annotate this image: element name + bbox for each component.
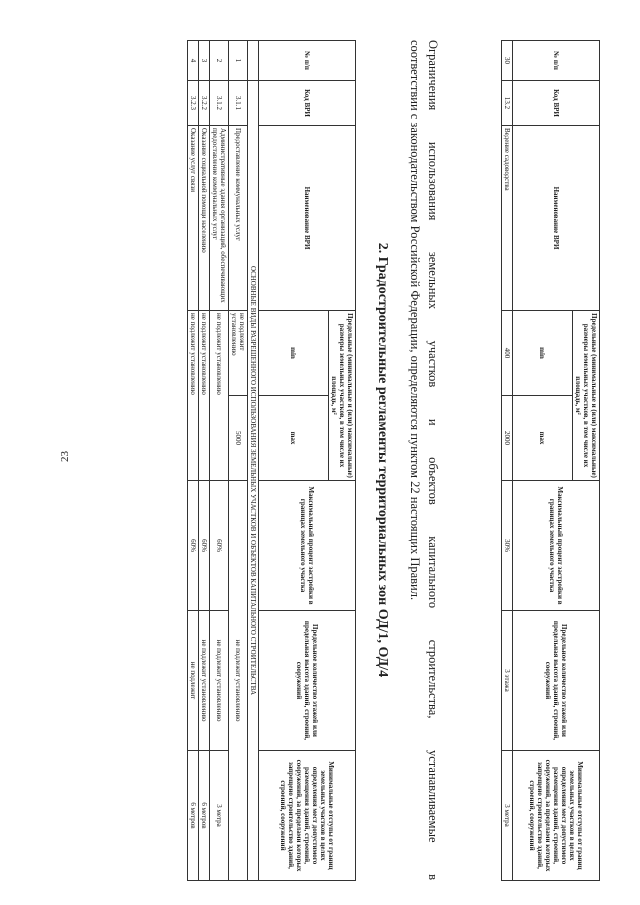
header-floors: Предельное количество этажей или предельная высота зданий, строений, сооружений	[512, 611, 599, 751]
cell-min: не подлежит установлению	[228, 311, 247, 396]
header-num: № п/п	[258, 41, 355, 81]
restrictions-note	[406, 40, 442, 880]
cell-floors: 3 этажа	[501, 611, 512, 751]
cell-minmax: не подлежит установлению	[209, 311, 228, 481]
cell-floors: не подлежит установлению	[198, 611, 209, 751]
header-min: min	[258, 311, 328, 396]
cell-floors: не подлежит установлению	[228, 481, 247, 881]
cell-max: 2000	[501, 396, 512, 481]
rotated-page-content	[80, 40, 600, 880]
cell-min: 400	[501, 311, 512, 396]
cell-code: 3.2.2	[198, 81, 209, 126]
header-pct: Максимальный процент застройки в границах земельного участка	[258, 481, 355, 611]
section-title: 2. Градостроительные регламенты территориальных зон ОД/1, ОД/4	[375, 242, 390, 678]
header-floors: Предельное количество этажей или предельная высота зданий, строений, сооружений	[258, 611, 355, 751]
note-line-1: Ограничения использования земельных участков и объектов капитального строительства, устанавливаемые в	[426, 40, 440, 880]
note-line-2: соответствии с законодательством Российской Федерации, определяются пунктом 22 настоящих Правил.	[407, 40, 422, 601]
cell-code: 13.2	[501, 81, 512, 126]
cell-max: 5000	[228, 396, 247, 481]
cell-minmax: не подлежит установлению	[187, 311, 198, 481]
cell-pct: 30%	[501, 481, 512, 611]
header-name: Наименование ВРИ	[258, 126, 355, 311]
cell-pct: 60%	[209, 481, 228, 611]
table-row	[501, 41, 512, 881]
cell-name: Ведение садоводства	[501, 126, 512, 311]
header-code: Код ВРИ	[258, 81, 355, 126]
cell-offsets: 6 метров	[187, 751, 198, 881]
page-number: 23	[59, 451, 71, 462]
table-row	[187, 41, 198, 881]
cell-minmax: не подлежит установлению	[198, 311, 209, 481]
cell-num: 3	[198, 41, 209, 81]
cell-offsets: 3 метра	[209, 751, 228, 881]
cell-num: 4	[187, 41, 198, 81]
cell-floors: не подлежит	[187, 611, 198, 751]
cell-offsets: 6 метров	[198, 751, 209, 881]
cell-offsets: 3 метра	[501, 751, 512, 881]
cell-code: 3.1.1	[228, 81, 247, 126]
cell-floors: не подлежит установлению	[209, 611, 228, 751]
cell-pct: 60%	[187, 481, 198, 611]
table-row	[198, 41, 209, 881]
header-pct: Максимальный процент застройки в границах земельного участка	[512, 481, 599, 611]
header-num: № п/п	[512, 41, 599, 81]
cell-num: 2	[209, 41, 228, 81]
cell-code: 3.1.2	[209, 81, 228, 126]
cell-num: 1	[228, 41, 247, 81]
regulations-table-2	[187, 40, 356, 881]
table-row	[228, 41, 247, 881]
table-row	[209, 41, 228, 881]
cell-name: Оказание услуг связи	[187, 126, 198, 311]
cell-name: Предоставление коммунальных услуг	[228, 126, 247, 311]
header-name: Наименование ВРИ	[512, 126, 599, 311]
cell-code: 3.2.3	[187, 81, 198, 126]
header-size-group: Предельные (минимальные и (или) максимальные) размеры земельных участков, в том числе их площадь, м²	[572, 311, 599, 481]
header-code: Код ВРИ	[512, 81, 599, 126]
header-offsets: Минимальные отступы от границ земельных участков в целях определения мест допустимого размещения зданий, строений, сооружений, за пределами которых запрещено строительство зданий, строений, сооружений	[258, 751, 355, 881]
header-size-group: Предельные (минимальные и (или) максимальные) размеры земельных участков, в том числе их площадь, м²	[328, 311, 355, 481]
header-offsets: Минимальные отступы от границ земельных участков в целях определения мест допустимого размещения зданий, строений, сооружений, за пределами которых запрещено строительство зданий, строений, сооружений	[512, 751, 599, 881]
regulations-table-1	[501, 40, 600, 881]
section-heading: ОСНОВНЫЕ ВИДЫ РАЗРЕШЕННОГО ИСПОЛЬЗОВАНИЯ ЗЕМЕЛЬНЫХ УЧАСТКОВ И ОБЪЕКТОВ КАПИТАЛЬНОГО СТРОИТЕЛЬСТВА	[247, 81, 258, 881]
header-min: min	[512, 311, 572, 396]
cell-name: Оказание социальной помощи населению	[198, 126, 209, 311]
cell-num: 30	[501, 41, 512, 81]
cell-name: Административные здания организаций, обеспечивающих предоставление коммунальных услуг	[209, 126, 228, 311]
header-max: max	[258, 396, 328, 481]
cell-pct: 60%	[198, 481, 209, 611]
header-max: max	[512, 396, 572, 481]
